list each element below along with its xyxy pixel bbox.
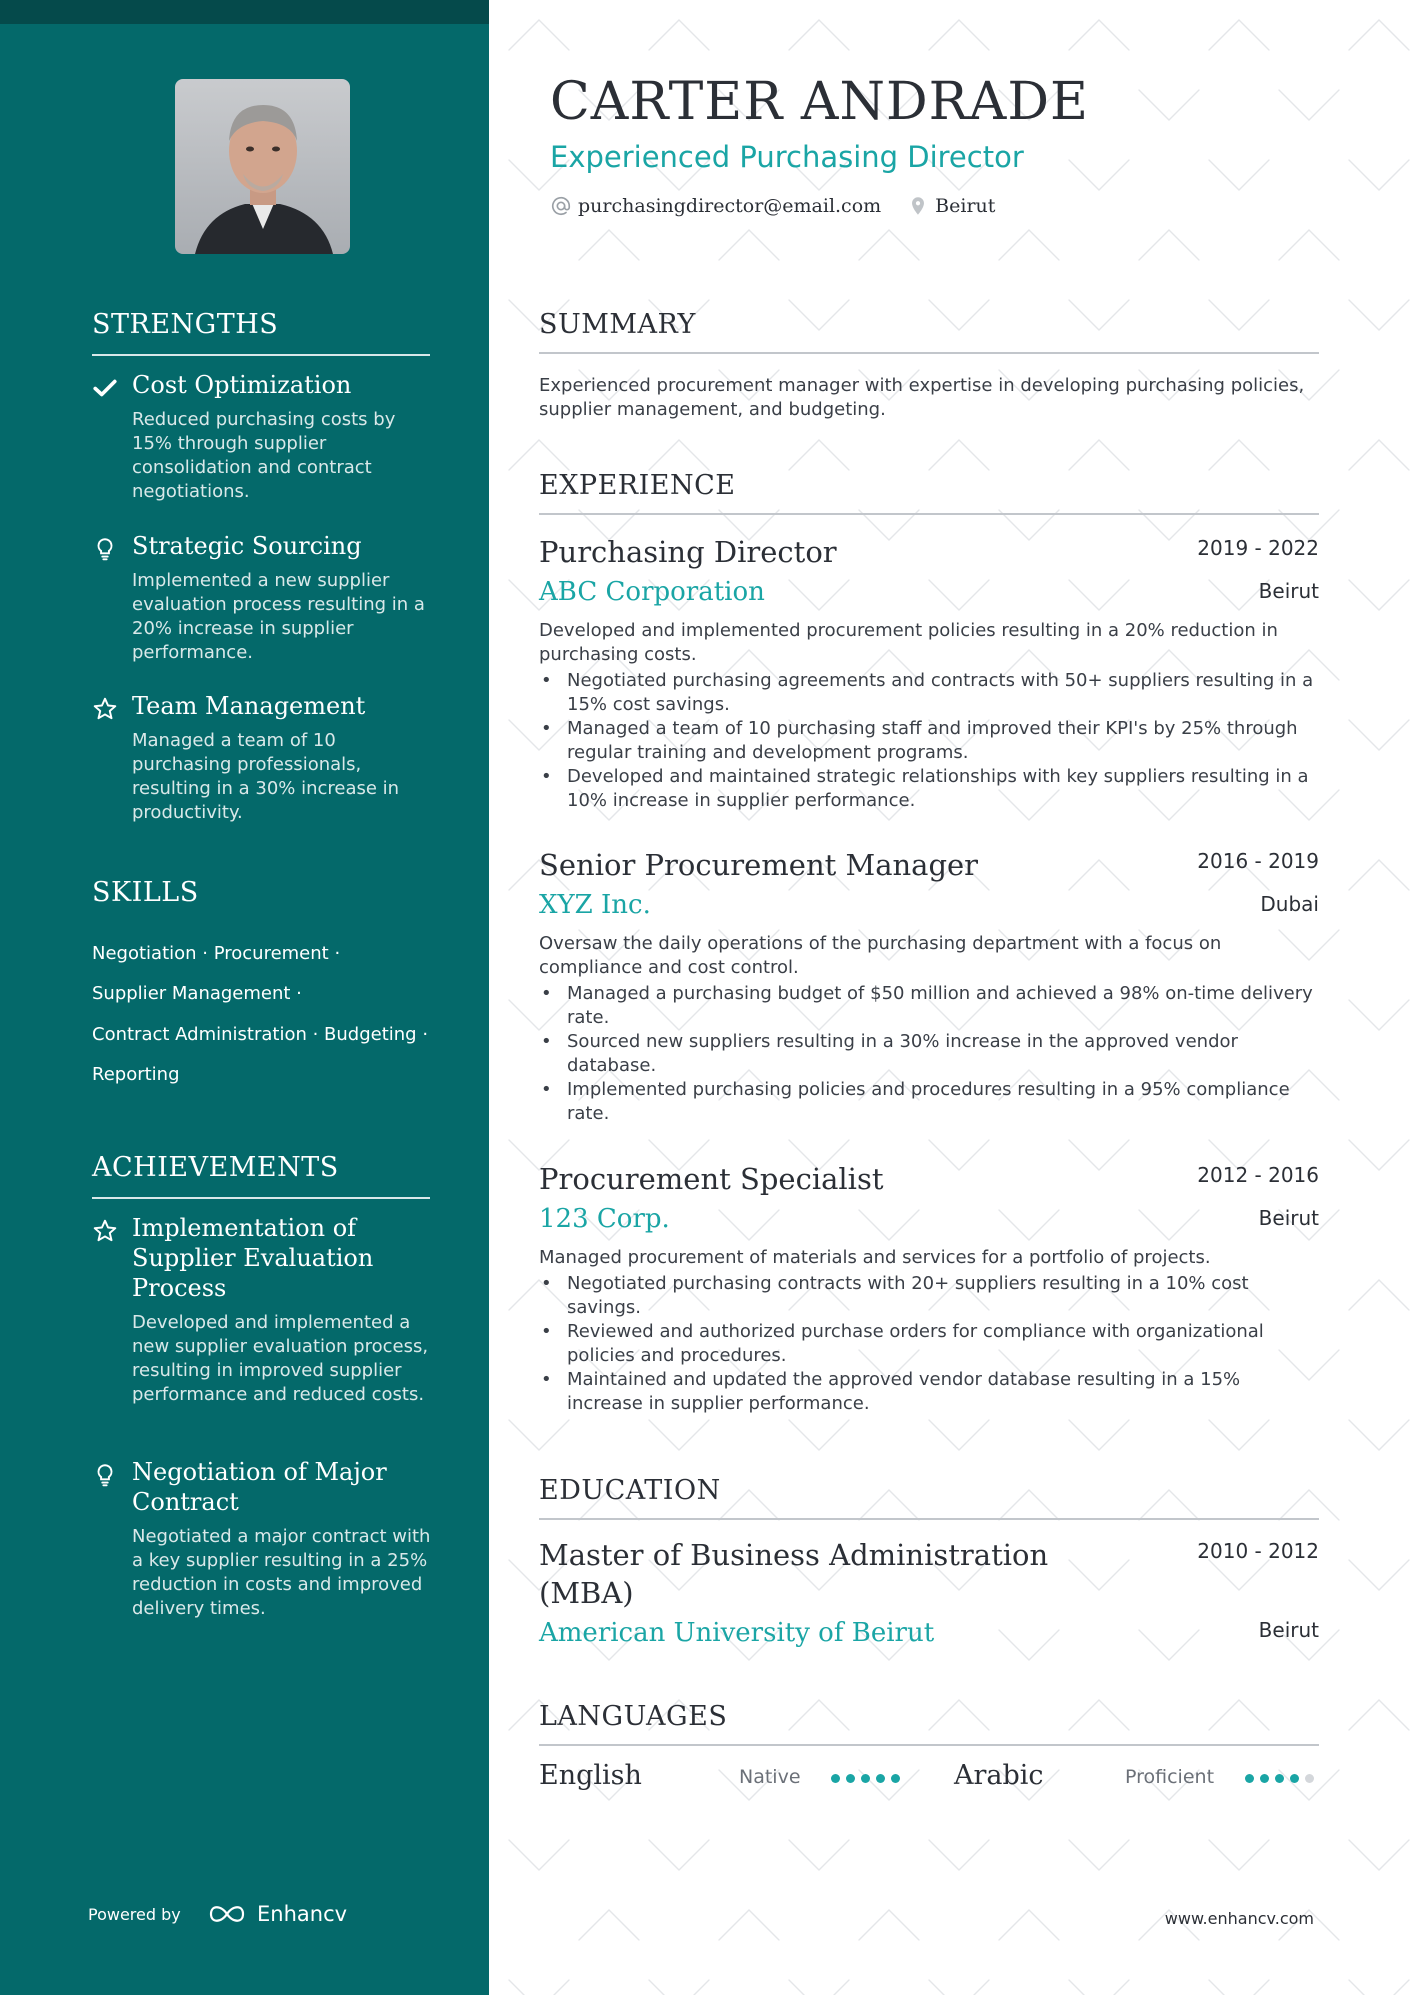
dot-filled [1275, 1774, 1284, 1783]
pattern-chevron [1349, 1420, 1409, 1450]
pattern-chevron [789, 440, 849, 470]
job-bullet: • Negotiated purchasing agreements and contracts with 50+ suppliers resulting in a 15% cost savings. [539, 669, 1319, 717]
pattern-chevron [1209, 20, 1269, 50]
pattern-chevron [649, 20, 709, 50]
pattern-chevron [1209, 1420, 1269, 1450]
language-level: Proficient [1125, 1766, 1215, 1788]
pattern-chevron [719, 230, 779, 260]
pattern-chevron [929, 20, 989, 50]
achievements-heading: ACHIEVEMENTS [92, 1151, 430, 1199]
dot-filled [891, 1774, 900, 1783]
pattern-chevron [649, 1980, 709, 1995]
check-icon [92, 375, 118, 401]
languages-heading: LANGUAGES [539, 1700, 1319, 1746]
location-text: Beirut [935, 195, 996, 217]
summary-heading: SUMMARY [539, 308, 1319, 354]
at-icon [550, 195, 572, 217]
education-location: Beirut [1258, 1618, 1319, 1642]
pattern-chevron [649, 440, 709, 470]
pattern-chevron [579, 230, 639, 260]
pattern-chevron [929, 1420, 989, 1450]
job-entry [539, 533, 1319, 813]
job-bullet: • Managed a purchasing budget of $50 million and achieved a 98% on-time delivery rate. [539, 982, 1319, 1030]
pattern-chevron [1349, 440, 1409, 470]
summary-text: Experienced procurement manager with expertise in developing purchasing policies, supplier management, and budgeting. [539, 375, 1305, 420]
location-pin-icon [907, 195, 929, 217]
skill-line: Negotiation · Procurement · [92, 943, 341, 964]
powered-by-label: Powered by [88, 1905, 181, 1924]
pattern-chevron [509, 1980, 569, 1995]
language-item [539, 1760, 909, 1794]
pattern-chevron [1349, 1980, 1409, 1995]
skills-heading: SKILLS [92, 877, 199, 908]
website-link[interactable]: www.enhancv.com [1164, 1909, 1314, 1928]
pattern-chevron [1349, 1140, 1409, 1170]
strengths-heading: STRENGTHS [92, 308, 430, 356]
profile-photo [175, 79, 350, 254]
strength-desc: Implemented a new supplier evaluation process resulting in a 20% increase in supplier performance. [132, 570, 425, 663]
achievement-desc: Negotiated a major contract with a key supplier resulting in a 25% reduction in costs and improved delivery times. [132, 1526, 431, 1619]
strength-title: Cost Optimization [132, 371, 352, 399]
job-bullet: • Maintained and updated the approved vendor database resulting in a 15% increase in supplier performance. [539, 1368, 1319, 1416]
lightbulb-icon [92, 536, 118, 562]
candidate-role: Experienced Purchasing Director [550, 140, 1024, 174]
dot-filled [1260, 1774, 1269, 1783]
job-location: Dubai [1260, 892, 1319, 916]
dot-filled [1245, 1774, 1254, 1783]
pattern-chevron [1069, 20, 1129, 50]
brand-name: Enhancv [257, 1902, 348, 1926]
job-title: Senior Procurement Manager [539, 848, 979, 882]
pattern-chevron [789, 1840, 849, 1870]
job-dates: 2016 - 2019 [1197, 849, 1319, 873]
school-name: American University of Beirut [539, 1618, 935, 1648]
proficiency-dots [1245, 1774, 1320, 1783]
pattern-chevron [509, 1840, 569, 1870]
job-entry [539, 846, 1319, 1126]
strength-desc: Reduced purchasing costs by 15% through supplier consolidation and contract negotiations. [132, 409, 396, 502]
job-location: Beirut [1258, 579, 1319, 603]
job-entry [539, 1160, 1319, 1416]
email-link[interactable]: purchasingdirector@email.com [578, 195, 882, 217]
skill-line: Supplier Management · [92, 983, 302, 1004]
achievement-desc: Developed and implemented a new supplier evaluation process, resulting in improved supplier performance and reduced costs. [132, 1312, 429, 1405]
pattern-chevron [1069, 440, 1129, 470]
pattern-chevron [1279, 230, 1339, 260]
job-bullets [539, 982, 1319, 1126]
job-company: ABC Corporation [539, 577, 765, 607]
dot-filled [861, 1774, 870, 1783]
pattern-chevron [579, 1910, 639, 1940]
pattern-chevron [1209, 1980, 1269, 1995]
pattern-chevron [859, 230, 919, 260]
job-dates: 2019 - 2022 [1197, 536, 1319, 560]
pattern-chevron [1209, 440, 1269, 470]
job-title: Purchasing Director [539, 535, 837, 569]
pattern-chevron [1349, 1280, 1409, 1310]
language-item [954, 1760, 1324, 1794]
job-company: XYZ Inc. [539, 890, 651, 920]
pattern-chevron [1349, 1000, 1409, 1030]
education-dates: 2010 - 2012 [1197, 1539, 1319, 1563]
dot-filled [876, 1774, 885, 1783]
education-entry [539, 1536, 1319, 1650]
skill-line: Contract Administration · Budgeting · [92, 1024, 429, 1045]
pattern-chevron [1069, 1420, 1129, 1450]
strength-item [92, 370, 432, 504]
dot-empty [1305, 1774, 1314, 1783]
experience-heading: EXPERIENCE [539, 469, 1319, 515]
education-heading: EDUCATION [539, 1474, 1319, 1520]
language-level: Native [739, 1766, 801, 1788]
pattern-chevron [789, 20, 849, 50]
proficiency-dots [831, 1774, 906, 1783]
job-company: 123 Corp. [539, 1204, 670, 1234]
pattern-chevron [1279, 90, 1339, 120]
pattern-chevron [1349, 160, 1409, 190]
pattern-chevron [1349, 580, 1409, 610]
language-name: Arabic [954, 1760, 1044, 1791]
job-bullets [539, 1272, 1319, 1416]
pattern-chevron [1349, 720, 1409, 750]
pattern-chevron [509, 440, 569, 470]
pattern-chevron [509, 1420, 569, 1450]
contact-row [550, 193, 995, 219]
enhancv-logo[interactable] [207, 1895, 367, 1933]
pattern-chevron [1349, 1840, 1409, 1870]
job-description: Managed procurement of materials and services for a portfolio of projects. [539, 1247, 1211, 1268]
sidebar [0, 0, 489, 1995]
strength-item [92, 691, 432, 825]
job-title: Procurement Specialist [539, 1162, 884, 1196]
job-bullet: • Developed and maintained strategic relationships with key suppliers resulting in a 10% increase in supplier performance. [539, 765, 1319, 813]
dot-filled [831, 1774, 840, 1783]
pattern-chevron [1069, 1980, 1129, 1995]
job-dates: 2012 - 2016 [1197, 1163, 1319, 1187]
star-icon [92, 696, 118, 722]
strength-title: Strategic Sourcing [132, 532, 362, 560]
pattern-chevron [789, 1420, 849, 1450]
achievement-item [92, 1213, 432, 1407]
pattern-chevron [719, 1910, 779, 1940]
job-description: Developed and implemented procurement policies resulting in a 20% reduction in purchasing costs. [539, 620, 1278, 665]
lightbulb-icon [92, 1462, 118, 1488]
job-bullet: • Reviewed and authorized purchase orders for compliance with organizational policies and procedures. [539, 1320, 1319, 1368]
job-location: Beirut [1258, 1206, 1319, 1230]
pattern-chevron [929, 1840, 989, 1870]
achievement-title: Negotiation of Major Contract [132, 1458, 387, 1516]
degree-title: Master of Business Administration (MBA) [539, 1538, 1049, 1610]
pattern-chevron [649, 1420, 709, 1450]
pattern-chevron [1139, 230, 1199, 260]
pattern-chevron [859, 1910, 919, 1940]
pattern-chevron [1139, 90, 1199, 120]
strength-desc: Managed a team of 10 purchasing professionals, resulting in a 30% increase in productivity. [132, 730, 400, 823]
pattern-chevron [1069, 160, 1129, 190]
job-description: Oversaw the daily operations of the purchasing department with a focus on compliance and cost control. [539, 933, 1222, 978]
achievement-item [92, 1457, 432, 1621]
candidate-name: CARTER ANDRADE [550, 72, 1090, 132]
dot-filled [1290, 1774, 1299, 1783]
pattern-chevron [929, 1980, 989, 1995]
pattern-chevron [999, 230, 1059, 260]
job-bullet: • Managed a team of 10 purchasing staff and improved their KPI's by 25% through regular training and development programs. [539, 717, 1319, 765]
pattern-chevron [929, 440, 989, 470]
pattern-chevron [1349, 20, 1409, 50]
pattern-chevron [1349, 860, 1409, 890]
achievement-title: Implementation of Supplier Evaluation Process [132, 1214, 374, 1302]
pattern-chevron [649, 1840, 709, 1870]
job-bullets [539, 669, 1319, 813]
language-name: English [539, 1760, 642, 1791]
pattern-chevron [999, 1910, 1059, 1940]
pattern-chevron [509, 20, 569, 50]
skill-line: Reporting [92, 1064, 180, 1085]
job-bullet: • Implemented purchasing policies and procedures resulting in a 95% compliance rate. [539, 1078, 1319, 1126]
pattern-chevron [1209, 1840, 1269, 1870]
job-bullet: • Negotiated purchasing contracts with 20+ suppliers resulting in a 10% cost savings. [539, 1272, 1319, 1320]
pattern-chevron [1349, 1560, 1409, 1590]
pattern-chevron [1209, 160, 1269, 190]
strength-title: Team Management [132, 692, 366, 720]
sidebar-top-band [0, 0, 489, 24]
job-bullet: • Sourced new suppliers resulting in a 30% increase in the approved vendor database. [539, 1030, 1319, 1078]
pattern-chevron [1349, 300, 1409, 330]
star-icon [92, 1218, 118, 1244]
pattern-chevron [1349, 1700, 1409, 1730]
pattern-chevron [789, 1980, 849, 1995]
strength-item [92, 531, 432, 665]
pattern-chevron [1069, 1840, 1129, 1870]
dot-filled [846, 1774, 855, 1783]
